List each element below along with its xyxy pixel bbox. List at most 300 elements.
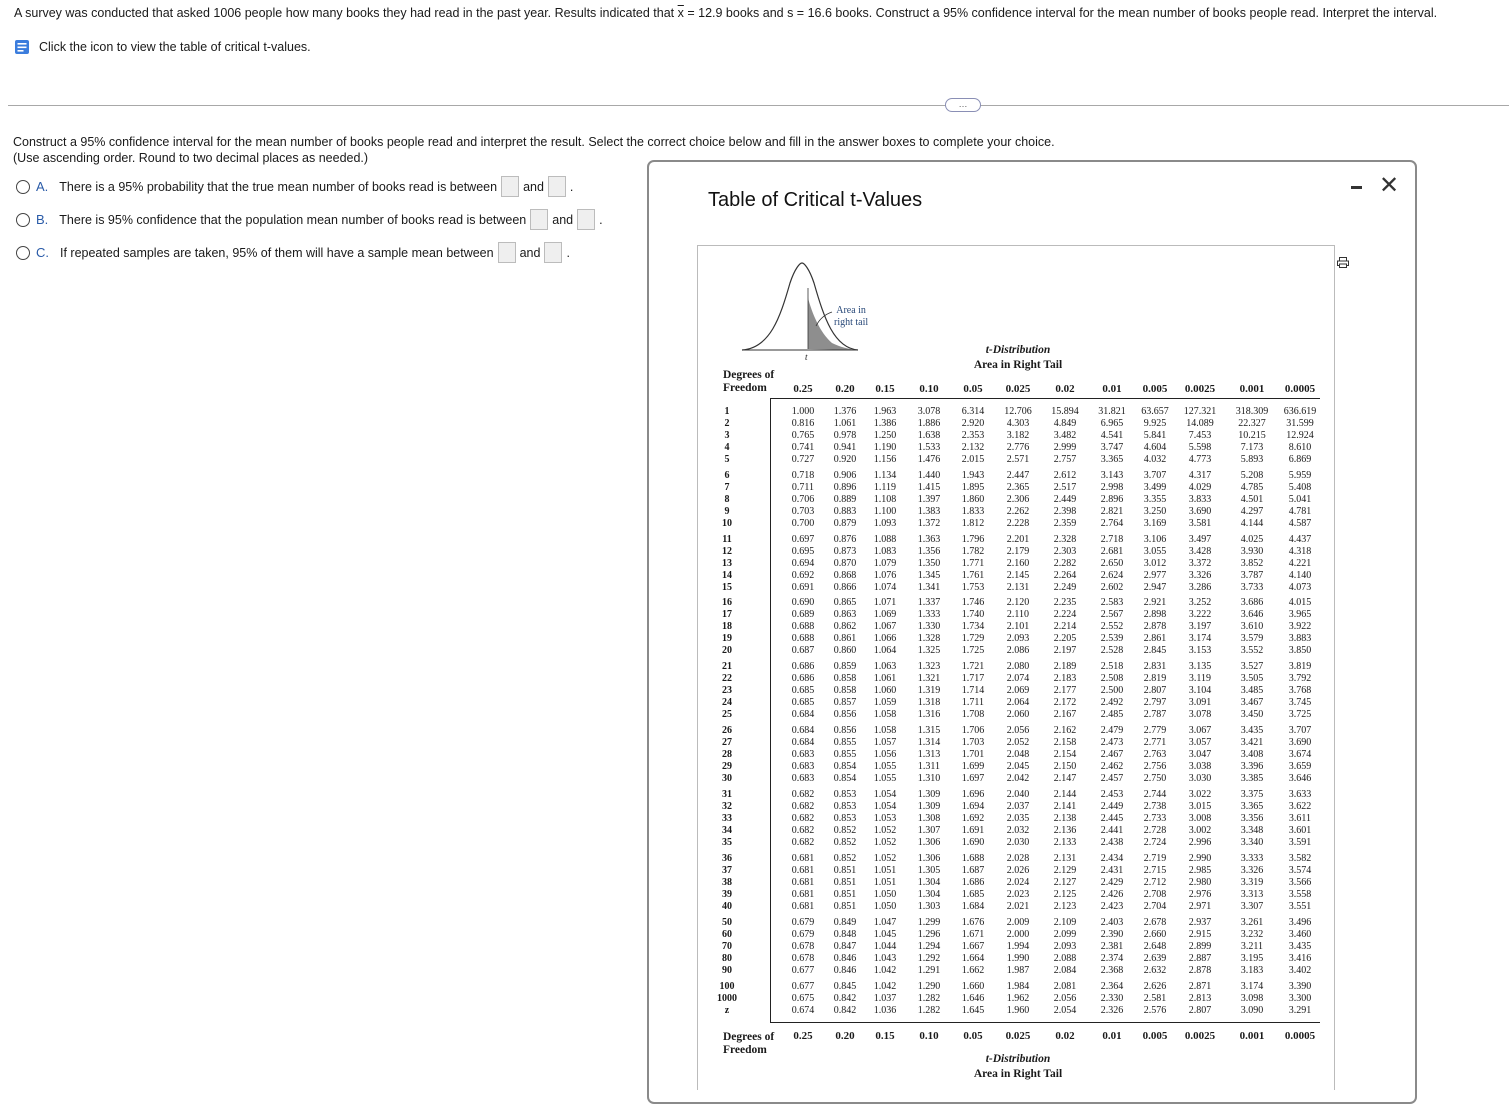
- t-value-cell: 2.678: [1143, 917, 1167, 928]
- t-value-cell: 1.701: [961, 748, 985, 760]
- t-value-cell: 2.612: [1053, 470, 1077, 481]
- t-value-cell: 2.235: [1053, 597, 1077, 608]
- choice-b-and: and: [552, 212, 574, 227]
- t-value-cell: 2.129: [1053, 864, 1077, 876]
- df-label: 25: [722, 708, 732, 720]
- t-value-cell: 3.300: [1288, 992, 1312, 1004]
- t-value-cell: 1.533: [917, 441, 941, 453]
- t-value-cell: 0.681: [791, 864, 815, 876]
- t-value-cell: 0.852: [833, 824, 857, 836]
- area-header-8: 0.005: [1142, 383, 1168, 395]
- t-value-cell: 2.074: [1006, 672, 1030, 684]
- t-value-cell: 0.681: [791, 853, 815, 864]
- t-value-cell: 1.079: [873, 557, 897, 569]
- t-value-cell: 2.086: [1006, 644, 1030, 656]
- t-value-cell: 1.685: [961, 888, 985, 900]
- t-value-cell: 3.211: [1240, 940, 1264, 952]
- t-value-cell: 1.061: [833, 417, 857, 429]
- t-value-cell: 1.687: [961, 864, 985, 876]
- t-value-cell: 2.064: [1006, 696, 1030, 708]
- t-value-cell: 1.315: [917, 725, 941, 736]
- t-value-cell: 1.734: [961, 620, 985, 632]
- t-value-cell: 1.000: [791, 406, 815, 417]
- t-value-cell: 3.143: [1100, 470, 1124, 481]
- t-value-cell: 1.638: [917, 429, 941, 441]
- t-value-cell: 2.326: [1100, 1004, 1124, 1016]
- t-value-cell: 1.076: [873, 569, 897, 581]
- t-value-cell: 1.676: [961, 917, 985, 928]
- t-value-cell: 2.441: [1100, 824, 1124, 836]
- t-value-cell: 0.697: [791, 534, 815, 545]
- t-value-cell: 2.024: [1006, 876, 1030, 888]
- t-value-cell: 6.965: [1100, 417, 1124, 429]
- t-value-cell: 3.106: [1143, 534, 1167, 545]
- t-value-cell: 4.318: [1288, 545, 1312, 557]
- t-value-cell: 1.306: [917, 853, 941, 864]
- t-value-cell: 2.787: [1143, 708, 1167, 720]
- t-value-cell: 1.044: [873, 940, 897, 952]
- t-value-cell: 2.374: [1100, 952, 1124, 964]
- t-value-cell: 1.057: [873, 736, 897, 748]
- t-value-cell: 0.854: [833, 772, 857, 784]
- df-label: 6: [724, 470, 730, 481]
- t-value-cell: 5.959: [1288, 470, 1312, 481]
- t-value-cell: 3.385: [1240, 772, 1264, 784]
- t-value-cell: 2.183: [1053, 672, 1077, 684]
- close-icon[interactable]: ✕: [1379, 172, 1400, 199]
- t-value-cell: 2.681: [1100, 545, 1124, 557]
- t-value-cell: 0.851: [833, 876, 857, 888]
- t-value-cell: 1.063: [873, 661, 897, 672]
- t-value-cell: 2.581: [1143, 992, 1167, 1004]
- t-value-cell: 0.879: [833, 517, 857, 529]
- t-value-cell: 1.318: [917, 696, 941, 708]
- t-value-cell: 3.396: [1240, 760, 1264, 772]
- t-value-cell: 3.365: [1240, 800, 1264, 812]
- t-value-cell: 1.690: [961, 836, 985, 848]
- t-value-cell: 2.328: [1053, 534, 1077, 545]
- choice-c[interactable]: C. If repeated samples are taken, 95% of them will have a sample mean between and .: [16, 242, 570, 263]
- t-value-cell: 2.030: [1006, 836, 1030, 848]
- section-divider: [8, 105, 1509, 106]
- t-value-cell: 1.058: [873, 708, 897, 720]
- t-value-cell: 0.847: [833, 940, 857, 952]
- t-value-cell: 2.365: [1006, 481, 1030, 493]
- t-value-cell: 2.712: [1143, 876, 1167, 888]
- t-value-cell: 1.761: [961, 569, 985, 581]
- t-value-cell: 1.119: [873, 481, 897, 493]
- t-value-cell: 2.728: [1143, 824, 1167, 836]
- t-value-cell: 2.249: [1053, 581, 1077, 593]
- t-value-cell: 0.852: [833, 836, 857, 848]
- t-value-cell: 15.894: [1051, 406, 1079, 417]
- t-value-cell: 1.294: [917, 940, 941, 952]
- choice-b-radio[interactable]: [16, 213, 30, 227]
- choice-b[interactable]: B. There is 95% confidence that the population mean number of books read is between and .: [16, 209, 603, 230]
- area-footer-9: 0.0025: [1184, 1030, 1216, 1042]
- t-value-cell: 4.587: [1288, 517, 1312, 529]
- t-value-cell: 4.849: [1053, 417, 1077, 429]
- t-value-cell: 1.376: [833, 406, 857, 417]
- t-value-cell: 0.681: [791, 900, 815, 912]
- df-label: 2: [724, 417, 730, 429]
- choice-a-upper-input[interactable]: [548, 176, 566, 197]
- t-value-cell: 1.299: [917, 917, 941, 928]
- t-value-cell: 1.056: [873, 748, 897, 760]
- t-value-cell: 1.812: [961, 517, 985, 529]
- t-value-cell: 3.591: [1288, 836, 1312, 848]
- dof-header-line-2: Freedom: [723, 382, 767, 394]
- t-value-cell: 1.699: [961, 760, 985, 772]
- t-value-cell: 1.088: [873, 534, 897, 545]
- t-value-cell: 3.707: [1288, 725, 1312, 736]
- t-value-cell: 3.499: [1143, 481, 1167, 493]
- t-value-cell: 2.162: [1053, 725, 1077, 736]
- t-value-cell: 4.144: [1240, 517, 1264, 529]
- dof-footer-line-2: Freedom: [723, 1044, 767, 1056]
- df-label: 23: [722, 684, 732, 696]
- choice-b-lower-input[interactable]: [530, 209, 548, 230]
- t-value-cell: 3.313: [1240, 888, 1264, 900]
- problem-statement: [14, 6, 1437, 20]
- t-value-cell: 4.221: [1288, 557, 1312, 569]
- t-value-cell: 1.093: [873, 517, 897, 529]
- t-value-cell: 1.307: [917, 824, 941, 836]
- t-value-cell: 3.038: [1188, 760, 1212, 772]
- icon-hint-text: Click the icon to view the table of critical t-values.: [39, 40, 311, 54]
- t-value-cell: 3.333: [1240, 853, 1264, 864]
- t-value-cell: 2.878: [1143, 620, 1167, 632]
- t-value-cell: 3.030: [1188, 772, 1212, 784]
- t-value-cell: 0.683: [791, 760, 815, 772]
- t-value-cell: 2.733: [1143, 812, 1167, 824]
- t-value-cell: 3.965: [1288, 608, 1312, 620]
- t-value-cell: 0.856: [833, 708, 857, 720]
- t-value-cell: 2.915: [1188, 928, 1212, 940]
- t-value-cell: 3.348: [1240, 824, 1264, 836]
- t-value-cell: 3.601: [1288, 824, 1312, 836]
- header-rule: [770, 398, 1320, 399]
- t-value-cell: 2.571: [1006, 453, 1030, 465]
- t-value-cell: 0.855: [833, 736, 857, 748]
- t-value-cell: 0.678: [791, 952, 815, 964]
- df-label: 50: [722, 917, 732, 928]
- area-header-10: 0.001: [1239, 383, 1265, 395]
- t-value-cell: 2.624: [1100, 569, 1124, 581]
- t-value-cell: 4.773: [1188, 453, 1212, 465]
- t-value-cell: 2.473: [1100, 736, 1124, 748]
- t-value-cell: 2.999: [1053, 441, 1077, 453]
- table-footer-1: t-Distribution: [985, 1053, 1051, 1065]
- t-value-cell: 0.866: [833, 581, 857, 593]
- df-label: 22: [722, 672, 732, 684]
- df-label: 7: [724, 481, 730, 493]
- area-header-11: 0.0005: [1284, 383, 1316, 395]
- t-value-cell: 2.996: [1188, 836, 1212, 848]
- t-value-cell: 3.015: [1188, 800, 1212, 812]
- t-value-cell: 3.622: [1288, 800, 1312, 812]
- t-value-cell: 2.359: [1053, 517, 1077, 529]
- t-value-cell: 2.032: [1006, 824, 1030, 836]
- df-label: 12: [722, 545, 732, 557]
- t-value-cell: 3.922: [1288, 620, 1312, 632]
- dof-header-line-1: Degrees of: [723, 369, 775, 381]
- area-header-7: 0.01: [1102, 383, 1122, 395]
- t-value-cell: 2.423: [1100, 900, 1124, 912]
- t-value-cell: 0.682: [791, 800, 815, 812]
- t-value-cell: 2.145: [1006, 569, 1030, 581]
- df-label: 5: [724, 453, 730, 465]
- t-value-cell: 2.878: [1188, 964, 1212, 976]
- t-value-cell: 1.782: [961, 545, 985, 557]
- choice-c-letter: C.: [36, 245, 49, 260]
- t-value-cell: 3.690: [1288, 736, 1312, 748]
- t-value-cell: 3.527: [1240, 661, 1264, 672]
- t-value-cell: 1.717: [961, 672, 985, 684]
- t-value-cell: 0.851: [833, 900, 857, 912]
- t-value-cell: 1.796: [961, 534, 985, 545]
- instructions-line-2: (Use ascending order. Round to two decimal places as needed.): [13, 151, 369, 165]
- t-value-cell: 0.741: [791, 441, 815, 453]
- choice-b-letter: B.: [36, 212, 49, 227]
- t-value-cell: 1.282: [917, 1004, 941, 1016]
- t-value-cell: 3.307: [1240, 900, 1264, 912]
- choice-a-radio[interactable]: [16, 180, 30, 194]
- t-value-cell: 1.895: [961, 481, 985, 493]
- t-value-cell: 2.576: [1143, 1004, 1167, 1016]
- print-icon[interactable]: [1337, 257, 1349, 271]
- t-value-cell: 14.089: [1186, 417, 1214, 429]
- t-value-cell: 0.876: [833, 534, 857, 545]
- t-value-cell: 1.290: [917, 981, 941, 992]
- t-value-cell: 1.330: [917, 620, 941, 632]
- choice-c-lower-input[interactable]: [498, 242, 516, 263]
- dof-header: [723, 369, 774, 395]
- choice-a-lower-input[interactable]: [501, 176, 519, 197]
- t-value-cell: 1.050: [873, 900, 897, 912]
- t-value-cell: 9.925: [1143, 417, 1167, 429]
- problem-text-1: A survey was conducted that asked 1006 people how many books they had read in the past year. Results indicated that: [14, 6, 678, 20]
- t-value-cell: 0.727: [791, 453, 815, 465]
- t-value-cell: 3.047: [1188, 748, 1212, 760]
- df-label: 19: [722, 632, 732, 644]
- t-value-cell: 3.467: [1240, 696, 1264, 708]
- t-value-cell: 3.022: [1188, 789, 1212, 800]
- choice-b-upper-input[interactable]: [577, 209, 595, 230]
- t-value-cell: 2.898: [1143, 608, 1167, 620]
- t-value-cell: 2.650: [1100, 557, 1124, 569]
- t-value-cell: 1.304: [917, 888, 941, 900]
- t-value-cell: 2.131: [1053, 853, 1077, 864]
- t-value-cell: 1.706: [961, 725, 985, 736]
- t-value-cell: 2.738: [1143, 800, 1167, 812]
- t-value-cell: 2.015: [961, 453, 985, 465]
- t-value-cell: 3.707: [1143, 470, 1167, 481]
- t-value-cell: 2.602: [1100, 581, 1124, 593]
- t-value-cell: 0.858: [833, 672, 857, 684]
- t-value-cell: 2.750: [1143, 772, 1167, 784]
- df-label: 11: [722, 534, 732, 545]
- t-value-cell: 2.330: [1100, 992, 1124, 1004]
- t-value-cell: 3.090: [1240, 1004, 1264, 1016]
- t-value-cell: 0.865: [833, 597, 857, 608]
- t-value-cell: 2.035: [1006, 812, 1030, 824]
- t-value-cell: 0.683: [791, 748, 815, 760]
- choice-c-radio[interactable]: [16, 246, 30, 260]
- df-label: 70: [722, 940, 732, 952]
- t-value-cell: 0.691: [791, 581, 815, 593]
- t-value-cell: 1.984: [1006, 981, 1030, 992]
- more-button[interactable]: …: [945, 98, 981, 112]
- t-value-cell: 3.852: [1240, 557, 1264, 569]
- t-value-cell: 3.153: [1188, 644, 1212, 656]
- t-value-cell: 0.675: [791, 992, 815, 1004]
- t-value-cell: 0.703: [791, 505, 815, 517]
- area-footer-8: 0.005: [1142, 1030, 1168, 1042]
- t-value-cell: 2.744: [1143, 789, 1167, 800]
- t-value-cell: 2.626: [1143, 981, 1167, 992]
- area-header-9: 0.0025: [1184, 383, 1216, 395]
- t-value-cell: 1.061: [873, 672, 897, 684]
- t-value-cell: 2.776: [1006, 441, 1030, 453]
- t-value-cell: 3.222: [1188, 608, 1212, 620]
- df-label: z: [724, 1004, 730, 1016]
- t-value-cell: 2.131: [1006, 581, 1030, 593]
- t-value-cell: 3.174: [1240, 981, 1264, 992]
- df-label: 34: [722, 824, 732, 836]
- t-value-cell: 1.987: [1006, 964, 1030, 976]
- t-value-cell: 3.833: [1188, 493, 1212, 505]
- t-value-cell: 2.921: [1143, 597, 1167, 608]
- df-label: 80: [722, 952, 732, 964]
- df-label: 40: [722, 900, 732, 912]
- t-value-cell: 2.807: [1188, 1004, 1212, 1016]
- t-value-cell: 2.021: [1006, 900, 1030, 912]
- t-value-cell: 2.492: [1100, 696, 1124, 708]
- t-value-cell: 0.873: [833, 545, 857, 557]
- t-value-cell: 0.679: [791, 928, 815, 940]
- t-value-cell: 1.688: [961, 853, 985, 864]
- t-value-cell: 4.303: [1006, 417, 1030, 429]
- df-label: 29: [722, 760, 732, 772]
- t-value-cell: 3.135: [1188, 661, 1212, 672]
- t-value-cell: 5.041: [1288, 493, 1312, 505]
- t-value-cell: 3.819: [1288, 661, 1312, 672]
- t-value-cell: 1.308: [917, 812, 941, 824]
- t-value-cell: 0.681: [791, 888, 815, 900]
- t-value-cell: 2.368: [1100, 964, 1124, 976]
- t-value-cell: 0.685: [791, 684, 815, 696]
- t-value-cell: 0.682: [791, 824, 815, 836]
- t-value-cell: 1.309: [917, 789, 941, 800]
- t-value-cell: 2.364: [1100, 981, 1124, 992]
- t-value-cell: 1.771: [961, 557, 985, 569]
- t-value-cell: 0.851: [833, 888, 857, 900]
- choice-c-text: If repeated samples are taken, 95% of them will have a sample mean between: [60, 245, 494, 260]
- choice-a-letter: A.: [36, 179, 49, 194]
- t-value-cell: 2.160: [1006, 557, 1030, 569]
- t-value-cell: 1.071: [873, 597, 897, 608]
- t-value-cell: 1.108: [873, 493, 897, 505]
- t-value-cell: 2.813: [1188, 992, 1212, 1004]
- t-value-cell: 1.064: [873, 644, 897, 656]
- t-value-cell: 4.604: [1143, 441, 1167, 453]
- t-value-cell: 0.688: [791, 632, 815, 644]
- t-value-cell: 0.718: [791, 470, 815, 481]
- area-footer-1: 0.20: [835, 1030, 855, 1042]
- t-value-cell: 2.197: [1053, 644, 1077, 656]
- df-label: 100: [719, 981, 735, 992]
- area-footer-7: 0.01: [1102, 1030, 1122, 1042]
- t-value-cell: 1.708: [961, 708, 985, 720]
- t-value-cell: 0.852: [833, 853, 857, 864]
- t-value-cell: 4.029: [1188, 481, 1212, 493]
- t-value-cell: 3.482: [1053, 429, 1077, 441]
- t-value-cell: 4.025: [1240, 534, 1264, 545]
- df-label: 27: [722, 736, 732, 748]
- minimize-icon[interactable]: [1351, 186, 1362, 189]
- t-value-cell: 1.134: [873, 470, 897, 481]
- t-value-cell: 0.685: [791, 696, 815, 708]
- t-value-cell: 2.977: [1143, 569, 1167, 581]
- t-value-cell: 2.976: [1188, 888, 1212, 900]
- t-value-cell: 2.000: [1006, 928, 1030, 940]
- t-value-cell: 1.100: [873, 505, 897, 517]
- choice-a[interactable]: A. There is a 95% probability that the true mean number of books read is between and .: [16, 176, 573, 197]
- t-value-cell: 2.998: [1100, 481, 1124, 493]
- t-value-cell: 1.383: [917, 505, 941, 517]
- t-value-cell: 2.819: [1143, 672, 1167, 684]
- t-value-cell: 0.700: [791, 517, 815, 529]
- t-value-cell: 2.045: [1006, 760, 1030, 772]
- t-value-cell: 2.764: [1100, 517, 1124, 529]
- t-value-cell: 0.846: [833, 952, 857, 964]
- t-value-cell: 0.863: [833, 608, 857, 620]
- choice-c-upper-input[interactable]: [544, 242, 562, 263]
- t-value-cell: 2.023: [1006, 888, 1030, 900]
- t-value-cell: 1.833: [961, 505, 985, 517]
- t-value-cell: 12.706: [1004, 406, 1032, 417]
- t-value-cell: 1.962: [1006, 992, 1030, 1004]
- t-value-cell: 1.692: [961, 812, 985, 824]
- t-value-cell: 3.252: [1188, 597, 1212, 608]
- t-value-cell: 1.714: [961, 684, 985, 696]
- df-label: 1000: [717, 992, 737, 1004]
- calculator-icon[interactable]: [14, 39, 32, 55]
- df-label: 35: [722, 836, 732, 848]
- t-value-cell: 0.681: [791, 876, 815, 888]
- t-value-cell: 1.043: [873, 952, 897, 964]
- t-value-cell: 1.729: [961, 632, 985, 644]
- t-value-cell: 2.201: [1006, 534, 1030, 545]
- t-value-cell: 31.599: [1286, 417, 1314, 429]
- t-value-cell: 0.682: [791, 789, 815, 800]
- t-value-cell: 2.228: [1006, 517, 1030, 529]
- df-label: 21: [722, 661, 732, 672]
- t-value-cell: 3.091: [1188, 696, 1212, 708]
- t-value-cell: 3.686: [1240, 597, 1264, 608]
- t-value-cell: 1.316: [917, 708, 941, 720]
- t-value-cell: 0.855: [833, 748, 857, 760]
- choice-a-and: and: [523, 179, 544, 194]
- t-value-cell: 2.990: [1188, 853, 1212, 864]
- t-value-cell: 4.015: [1288, 597, 1312, 608]
- t-value-cell: 1.667: [961, 940, 985, 952]
- t-value-cell: 1.058: [873, 725, 897, 736]
- t-value-cell: 3.787: [1240, 569, 1264, 581]
- t-value-cell: 2.147: [1053, 772, 1077, 784]
- t-value-cell: 2.449: [1053, 493, 1077, 505]
